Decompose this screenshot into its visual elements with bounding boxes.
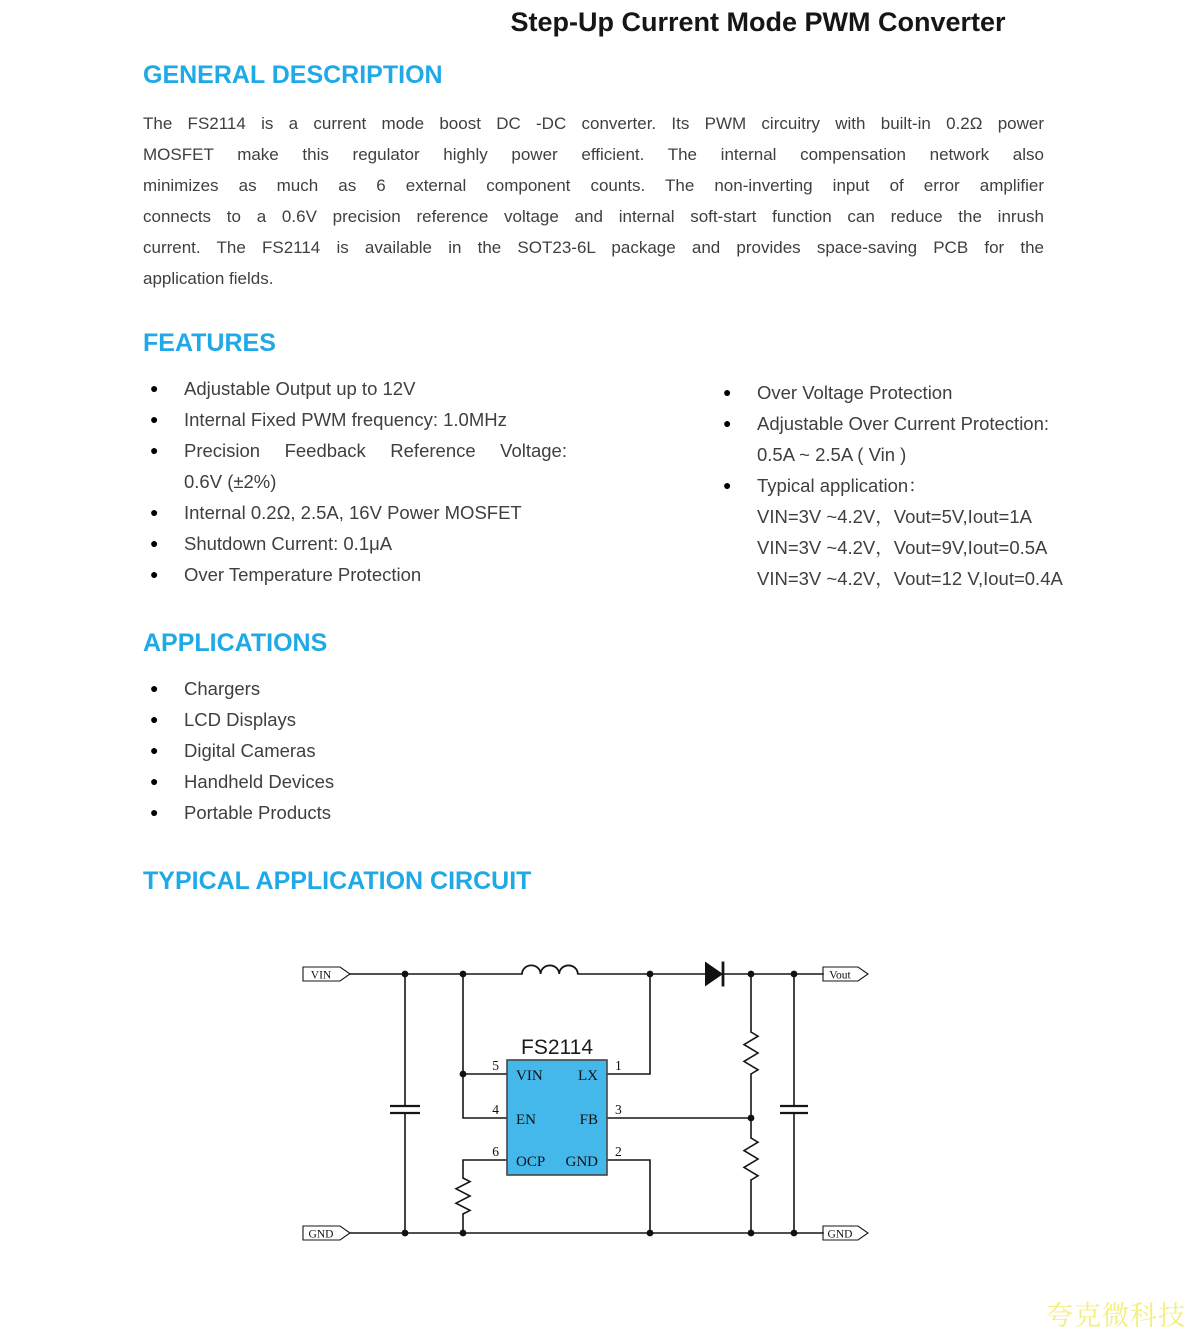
applications-heading: APPLICATIONS	[143, 629, 328, 657]
bullet-icon: ●	[150, 804, 159, 820]
pin-number-1: 1	[615, 1058, 622, 1073]
vout-flag-label: Vout	[829, 969, 851, 982]
feature-line: 0.5A ~ 2.5A ( Vin )	[757, 444, 907, 465]
output-capacitor	[780, 1106, 808, 1113]
pin-label-fb: FB	[579, 1112, 598, 1128]
feature-line: Precision Feedback Reference Voltage:	[184, 440, 567, 461]
application-text: Portable Products	[184, 802, 332, 823]
paragraph-line: The FS2114 is a current mode boost DC -DC converter. Its PWM circuitry with built-in 0.2Ω power	[143, 114, 1044, 133]
feature-line: Typical application：	[757, 475, 927, 496]
application-text: Chargers	[184, 678, 261, 699]
paragraph-line: application fields.	[143, 269, 274, 288]
feature-line: VIN=3V ~4.2V，Vout=5V,Iout=1A	[757, 506, 1032, 527]
feature-line: Internal 0.2Ω, 2.5A, 16V Power MOSFET	[184, 502, 522, 523]
feature-line: 0.6V (±2%)	[184, 471, 277, 492]
vin-flag-label: VIN	[310, 969, 332, 982]
bullet-icon: ●	[150, 504, 159, 520]
bullet-icon: ●	[150, 380, 159, 396]
gnd-flag-left	[303, 1226, 350, 1241]
feedback-resistor-top	[744, 1032, 758, 1074]
bullet-icon: ●	[150, 442, 159, 458]
bullet-icon: ●	[150, 711, 159, 727]
application-text: Handheld Devices	[184, 771, 335, 792]
bullet-icon: ●	[150, 773, 159, 789]
page-title: Step-Up Current Mode PWM Converter	[510, 7, 1006, 37]
features-heading: FEATURES	[143, 329, 276, 357]
pin-label-gnd: GND	[565, 1154, 598, 1170]
pin-number-6: 6	[492, 1144, 499, 1159]
feature-line: Adjustable Output up to 12V	[184, 378, 416, 399]
pin-number-3: 3	[615, 1102, 622, 1117]
ocp-resistor	[456, 1178, 470, 1214]
general-description-heading: GENERAL DESCRIPTION	[143, 61, 443, 89]
gnd-flag-right	[823, 1226, 868, 1241]
gnd-flag-left-label: GND	[308, 1228, 334, 1241]
bullet-icon: ●	[723, 384, 732, 400]
pin-label-vin: VIN	[516, 1068, 543, 1084]
bullet-icon: ●	[150, 411, 159, 427]
paragraph-line: minimizes as much as 6 external component counts. The non-inverting input of error amplifier	[143, 176, 1044, 195]
paragraph-line: current. The FS2114 is available in the SOT23-6L package and provides space-saving PCB for the	[143, 238, 1044, 257]
pin-number-2: 2	[615, 1144, 622, 1159]
diode-symbol	[705, 962, 723, 987]
pin-number-5: 5	[492, 1058, 499, 1073]
pin-label-lx: LX	[578, 1068, 598, 1084]
feature-line: Over Voltage Protection	[757, 382, 953, 403]
pin-number-4: 4	[492, 1102, 499, 1117]
inductor-symbol	[522, 965, 578, 974]
feature-line: Internal Fixed PWM frequency: 1.0MHz	[184, 409, 507, 430]
vendor-watermark: 夸克微科技	[1046, 1301, 1186, 1327]
bullet-icon: ●	[150, 680, 159, 696]
typical-application-circuit-heading: TYPICAL APPLICATION CIRCUIT	[143, 867, 532, 895]
gnd-flag-right-label: GND	[827, 1228, 853, 1241]
application-text: LCD Displays	[184, 709, 297, 730]
bullet-icon: ●	[150, 566, 159, 582]
chip-label: FS2114	[521, 1036, 593, 1059]
vin-flag	[303, 967, 350, 982]
feature-line: VIN=3V ~4.2V，Vout=9V,Iout=0.5A	[757, 537, 1048, 558]
feature-line: VIN=3V ~4.2V，Vout=12 V,Iout=0.4A	[757, 568, 1063, 589]
bullet-icon: ●	[150, 535, 159, 551]
feature-line: Adjustable Over Current Protection:	[757, 413, 1050, 434]
bullet-icon: ●	[723, 415, 732, 431]
ic-chip	[492, 1036, 622, 1175]
feature-line: Over Temperature Protection	[184, 564, 422, 585]
pin-label-ocp: OCP	[516, 1154, 546, 1170]
input-capacitor	[390, 1106, 420, 1113]
paragraph-line: MOSFET make this regulator highly power efficient. The internal compensation network also	[143, 145, 1044, 164]
bullet-icon: ●	[723, 477, 732, 493]
feature-line: Shutdown Current: 0.1μA	[184, 533, 393, 554]
feedback-resistor-bottom	[744, 1138, 758, 1180]
application-text: Digital Cameras	[184, 740, 316, 761]
paragraph-line: connects to a 0.6V precision reference voltage and internal soft-start function can reduce the inrush	[143, 207, 1044, 226]
bullet-icon: ●	[150, 742, 159, 758]
vout-flag	[823, 967, 868, 982]
pin-label-en: EN	[516, 1112, 536, 1128]
